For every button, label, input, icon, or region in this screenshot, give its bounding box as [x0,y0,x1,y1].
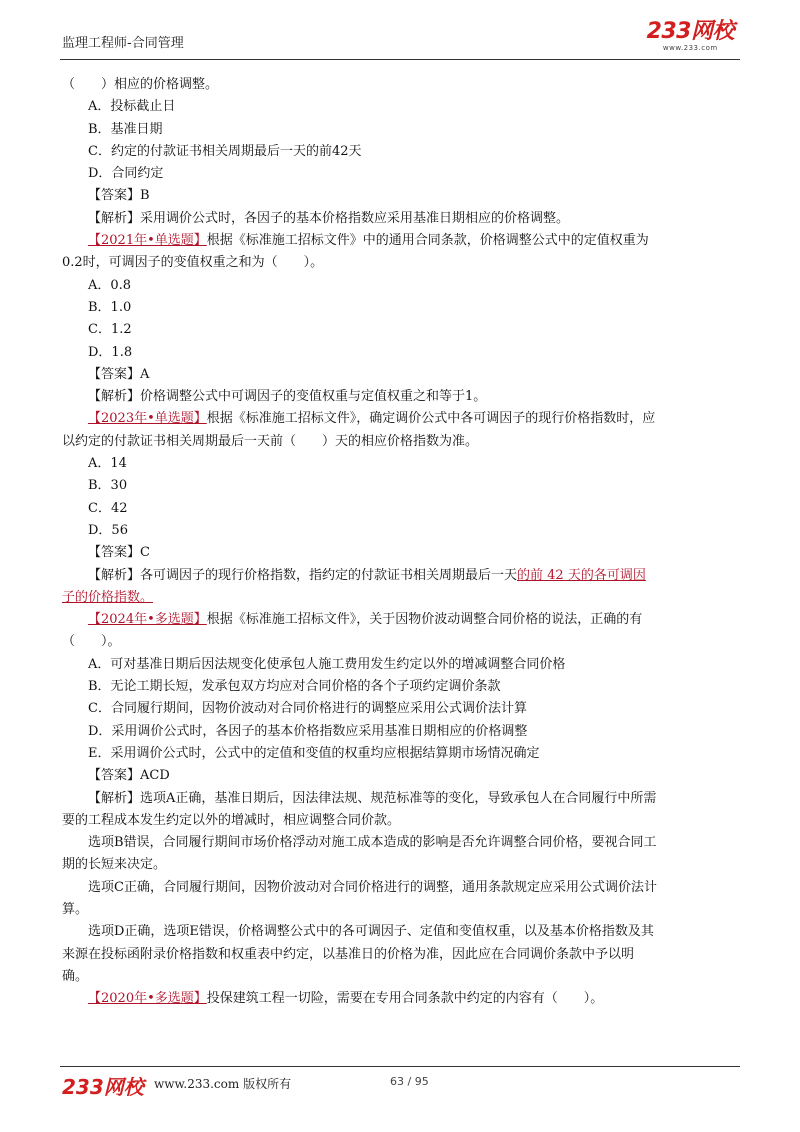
text-line [62,743,740,765]
text-line [62,431,740,453]
text-line [62,788,740,810]
text-line [62,386,740,408]
line-text: B．1.0 [88,299,132,315]
line-text: D．合同约定 [88,166,164,182]
line-text: C．合同履行期间，因物价波动对合同价格进行的调整应采用公式调价法计算 [88,701,527,717]
line-text: 【答案】A [88,366,150,382]
text-line [62,966,740,988]
line-text: 投保建筑工程一切险，需要在专用合同条款中约定的内容有（ ）。 [206,991,604,1007]
line-text: 【解析】采用调价公式时，各因子的基本价格指数应采用基准日期相应的价格调整。 [88,210,570,226]
text-line [62,453,740,475]
text-line [62,498,740,520]
question-type-tag: 【2020年•多选题】 [88,991,207,1007]
text-line [62,877,740,899]
line-text: 来源在投标函附录价格指数和权重表中约定，以基准日的价格为准，因此应在合同调价条款中予以明 [62,946,635,962]
text-line [62,944,740,966]
line-text: A．14 [88,456,127,472]
line-text: 选项C正确，合同履行期间，因物价波动对合同价格进行的调整，通用条款规定应采用公式调价法计 [88,879,657,895]
text-line [62,698,740,720]
line-text: 【答案】B [88,188,150,204]
question-type-tag: 【2024年•多选题】 [88,612,207,628]
line-text: B．无论工期长短，发承包双方均应对合同价格的各个子项约定调价条款 [88,679,501,695]
text-line [62,252,740,274]
line-text: 算。 [62,901,89,917]
logo-main-text: 233网校 [646,19,734,44]
text-line [62,765,740,787]
text-line [62,654,740,676]
footer-copyright: www.233.com 版权所有 [154,1077,292,1091]
line-text: 【解析】各可调因子的现行价格指数，指约定的付款证书相关周期最后一天 [88,567,518,583]
page-number: 63 / 95 [390,1075,429,1088]
line-text: 0.2时，可调因子的变值权重之和为（ ）。 [62,255,324,271]
text-line [62,208,740,230]
line-text: 【答案】ACD [88,768,170,784]
text-line [62,988,740,1010]
line-text: C．约定的付款证书相关周期最后一天的前42天 [88,143,362,159]
footer-logo: 233网校 [62,1075,144,1099]
question-type-tag: 【2021年•单选题】 [88,233,207,249]
highlighted-text: 子的价格指数。 [62,589,154,605]
text-line [62,275,740,297]
line-text: B．30 [88,478,128,494]
line-text: 期的长短来决定。 [62,857,167,873]
line-text: D．采用调价公式时，各因子的基本价格指数应采用基准日期相应的价格调整 [88,723,528,739]
text-line [62,96,740,118]
text-line [62,854,740,876]
text-line [62,163,740,185]
line-text: A．可对基准日期后因法规变化使承包人施工费用发生约定以外的增减调整合同价格 [88,656,566,672]
document-body [62,74,740,1010]
text-line [62,721,740,743]
line-text: 根据《标准施工招标文件》，关于因物价波动调整合同价格的说法，正确的有 [206,612,643,628]
brand-logo [647,20,734,53]
line-text: 选项B错误，合同履行期间市场价格浮动对施工成本造成的影响是否允许调整合同价格，要视合同工 [88,835,657,851]
text-line [62,587,740,609]
text-line [62,565,740,587]
text-line [62,631,740,653]
text-line [62,74,740,96]
text-line [62,297,740,319]
text-line [62,899,740,921]
text-line [62,609,740,631]
line-text: D．1.8 [88,344,133,360]
page-footer [60,1066,740,1099]
header-title: 监理工程师-合同管理 [62,36,184,51]
line-text: （ ）相应的价格调整。 [62,77,219,92]
text-line [62,475,740,497]
text-line [62,119,740,141]
line-text: D．56 [88,522,128,538]
line-text: 【解析】价格调整公式中可调因子的变值权重与定值权重之和等于1。 [88,389,487,405]
line-text: A．投标截止日 [88,99,176,115]
line-text: （ ）。 [62,634,121,650]
text-line [62,364,740,386]
line-text: 确。 [62,968,89,984]
line-text: 以约定的付款证书相关周期最后一天前（ ）天的相应价格指数为准。 [62,433,479,449]
line-text: E．采用调价公式时，公式中的定值和变值的权重均应根据结算期市场情况确定 [88,745,540,761]
text-line [62,676,740,698]
page-header [60,19,740,60]
logo-sub-text: www.233.com [662,44,718,52]
text-line [62,520,740,542]
question-type-tag: 【2023年•单选题】 [88,411,207,427]
line-text: 选项D正确，选项E错误，价格调整公式中的各可调因子、定值和变值权重，以及基本价格指数及其 [88,924,654,940]
text-line [62,319,740,341]
text-line [62,810,740,832]
line-text: 【解析】选项A正确，基准日期后，因法律法规、规范标准等的变化，导致承包人在合同履行中所需 [88,790,657,806]
line-text: C．42 [88,500,128,516]
line-text: 根据《标准施工招标文件》中的通用合同条款，价格调整公式中的定值权重为 [206,233,649,249]
line-text: B．基准日期 [88,121,163,137]
text-line [62,342,740,364]
line-text: 要的工程成本发生约定以外的增减时，相应调整合同价款。 [62,812,401,828]
text-line [62,921,740,943]
line-text: C．1.2 [88,322,132,338]
text-line [62,230,740,252]
text-line [62,185,740,207]
text-line [62,832,740,854]
line-text: A．0.8 [88,277,132,293]
text-line [62,141,740,163]
line-text: 【答案】C [88,545,150,561]
text-line [62,542,740,564]
text-line [62,408,740,430]
highlighted-text: 的前 42 天的各可调因 [517,567,646,583]
line-text: 根据《标准施工招标文件》，确定调价公式中各可调因子的现行价格指数时，应 [206,411,656,427]
